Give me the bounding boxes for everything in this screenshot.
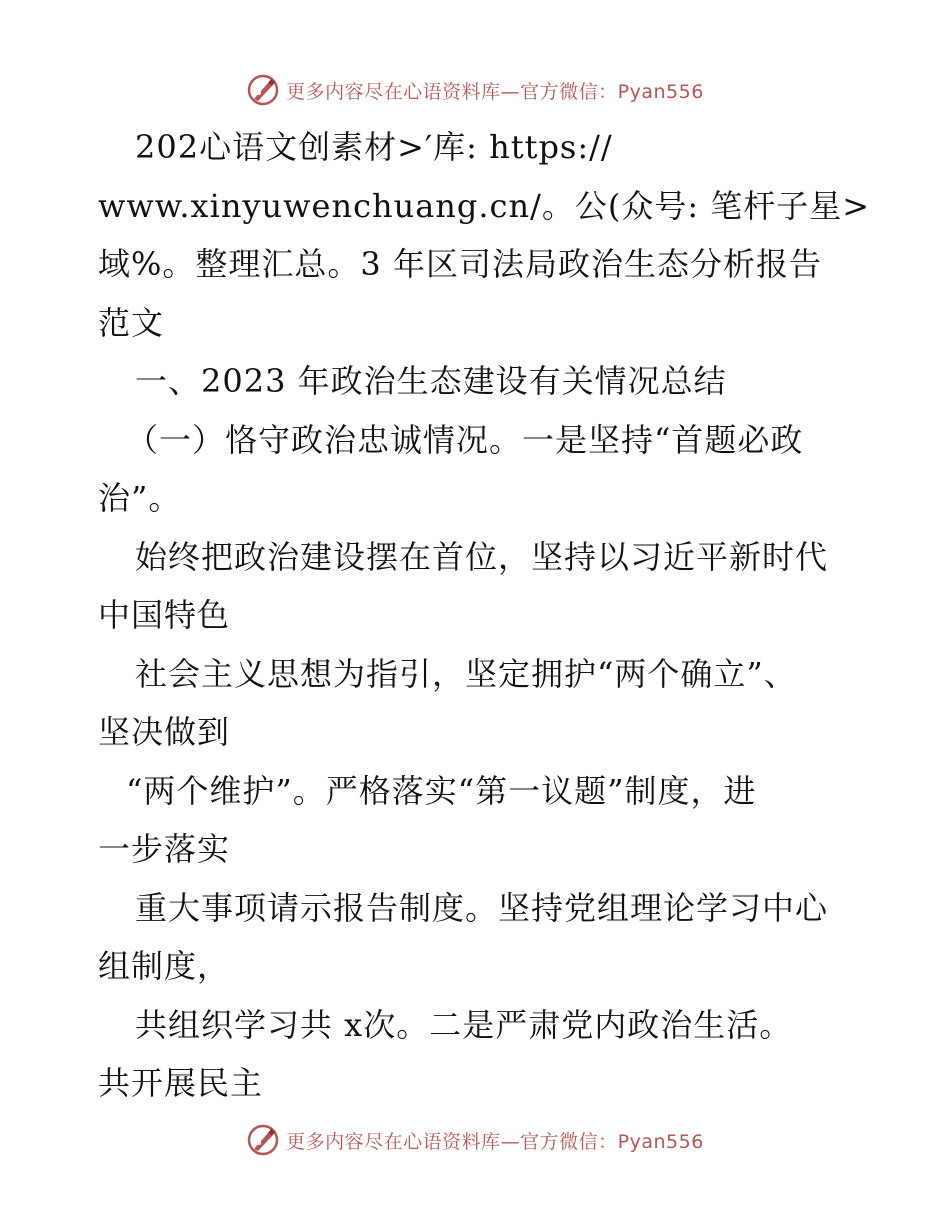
doc-line: 治”。	[98, 479, 182, 517]
doc-line: （一）恪守政治忠诚情况。一是坚持“首题必政	[126, 420, 804, 459]
doc-line: 202心语文创素材>′库: https://	[135, 128, 613, 166]
doc-line: 共开展民主	[98, 1064, 264, 1102]
doc-line: “两个维护”。严格落实“第一议题”制度，进	[126, 771, 757, 810]
doc-line: 重大事项请示报告制度。坚持党组理论学习中心	[135, 888, 829, 927]
pen-circle-logo-icon	[246, 1123, 280, 1157]
banner-text: 更多内容尽在心语资料库—官方微信：Pyan556	[286, 1130, 704, 1153]
doc-line: 一步落实	[98, 830, 231, 868]
doc-line: 共组织学习共 x次。二是严肃党内政治生活。	[135, 1005, 793, 1044]
banner-text: 更多内容尽在心语资料库—官方微信：Pyan556	[286, 80, 704, 103]
doc-line: 社会主义思想为指引，坚定拥护“两个确立”、	[135, 654, 797, 693]
doc-line: www.xinyuwenchuang.cn/。公(众号: 笔杆子星>	[98, 186, 871, 225]
doc-line: 范文	[98, 303, 165, 342]
document-body	[98, 118, 871, 1113]
pen-circle-logo-icon	[246, 73, 280, 107]
section-heading: 一、2023 年政治生态建设有关情况总结	[135, 362, 727, 400]
header-banner	[0, 70, 950, 110]
doc-line: 中国特色	[98, 596, 231, 634]
doc-line: 域%。整理汇总。3 年区司法局政治生态分析报告	[98, 245, 822, 283]
doc-line: 坚决做到	[98, 713, 231, 751]
doc-line: 始终把政治建设摆在首位，坚持以习近平新时代	[135, 537, 829, 576]
doc-line: 组制度，	[98, 947, 231, 985]
footer-banner	[0, 1120, 950, 1160]
